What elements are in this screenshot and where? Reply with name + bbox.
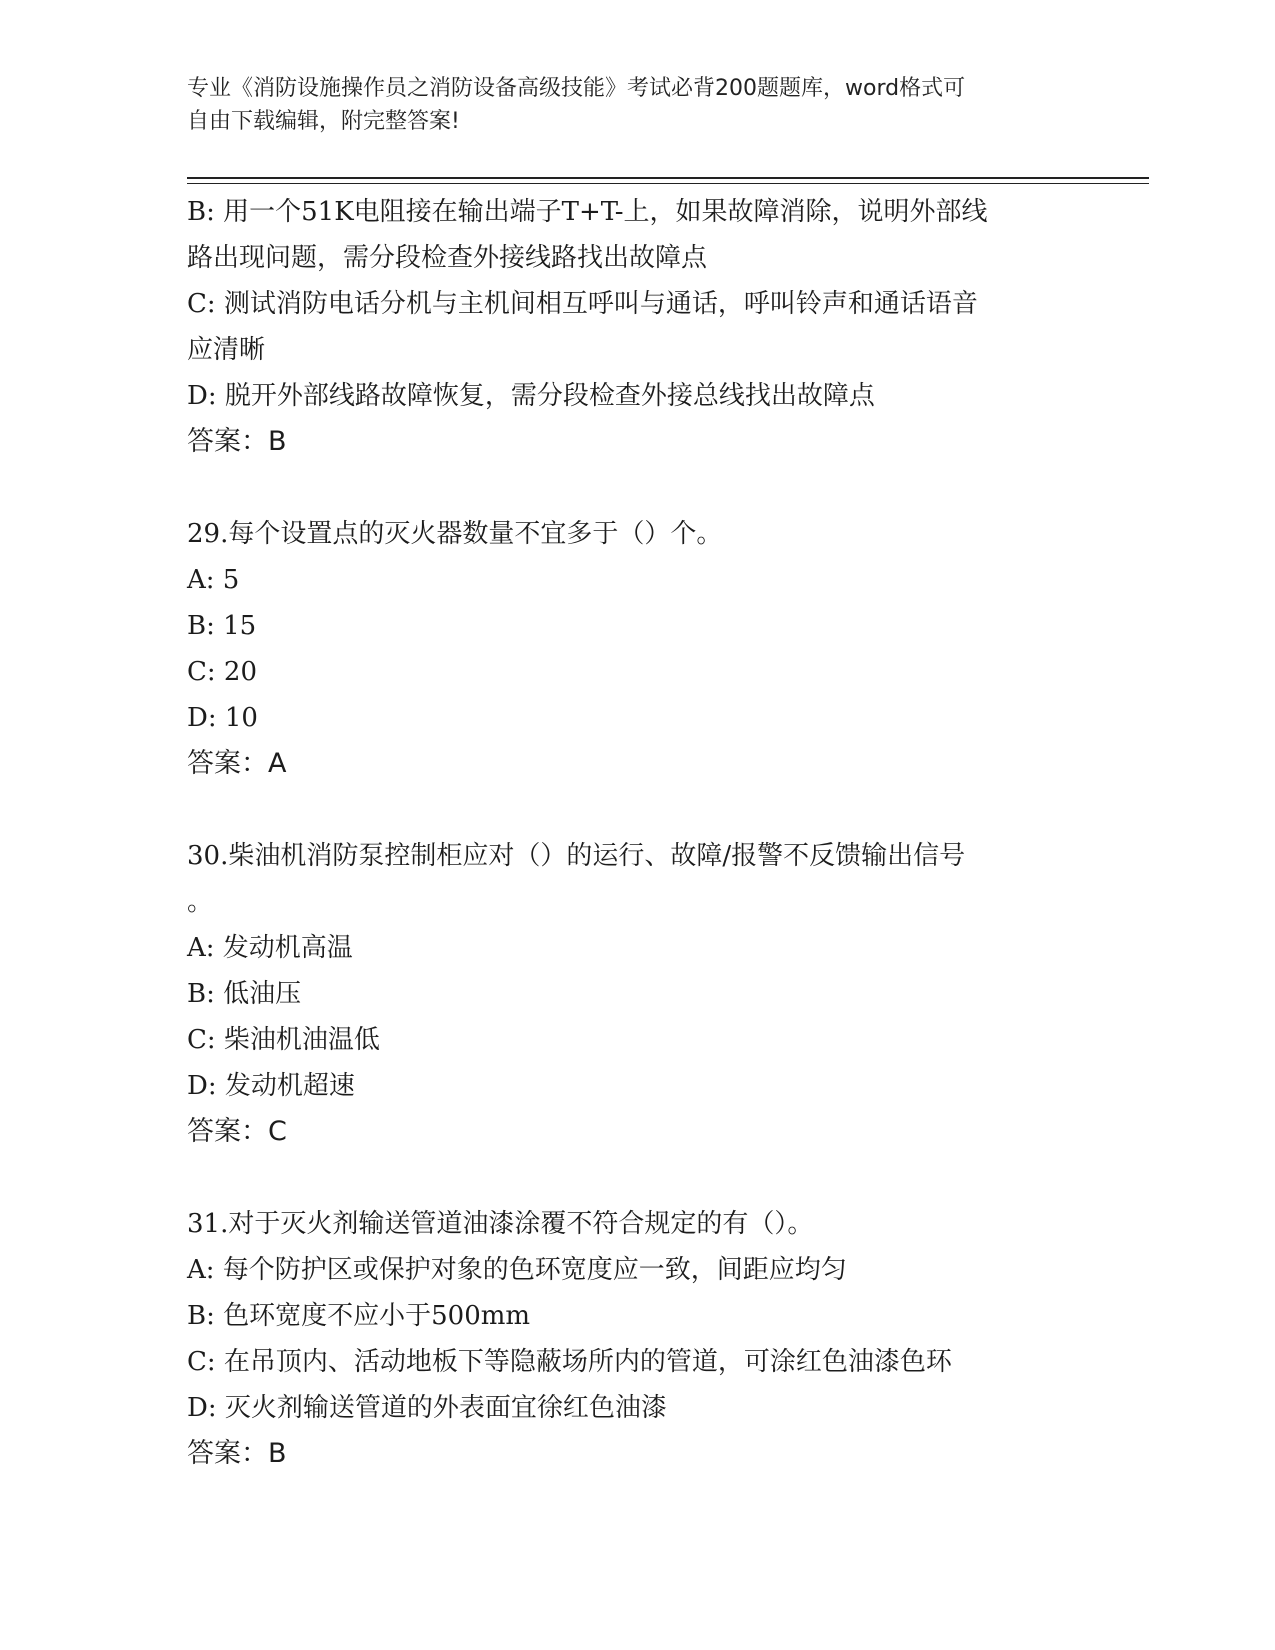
- option-b-line2: 路出现问题，需分段检查外接线路找出故障点: [187, 243, 708, 273]
- option-c: C: 在吊顶内、活动地板下等隐蔽场所内的管道，可涂红色油漆色环: [187, 1347, 952, 1377]
- header-title-line1: 专业《消防设施操作员之消防设备高级技能》考试必背200题题库，word格式可: [187, 76, 966, 101]
- option-a: A: 5: [187, 565, 240, 595]
- header-title-line2: 自由下载编辑，附完整答案!: [187, 109, 460, 134]
- answer-line: 答案：C: [187, 1116, 287, 1147]
- option-a: A: 发动机高温: [187, 933, 353, 963]
- question-text-line2: 。: [187, 887, 214, 917]
- option-b: B: 低油压: [187, 979, 302, 1009]
- answer-line: 答案：B: [187, 426, 287, 457]
- option-b: B: 色环宽度不应小于500mm: [187, 1301, 531, 1331]
- answer-line: 答案：B: [187, 1438, 287, 1469]
- header-rule-thick: [187, 177, 1149, 179]
- document-header: [187, 72, 1087, 138]
- question-text-line1: 30.柴油机消防泵控制柜应对（）的运行、故障/报警不反馈输出信号: [187, 841, 966, 871]
- option-c-line1: C: 测试消防电话分机与主机间相互呼叫与通话，呼叫铃声和通话语音: [187, 289, 978, 319]
- question-block-30: [187, 833, 1087, 1155]
- option-d: D: 脱开外部线路故障恢复，需分段检查外接总线找出故障点: [187, 381, 875, 411]
- answer-line: 答案：A: [187, 748, 287, 779]
- option-d: D: 发动机超速: [187, 1071, 355, 1101]
- spacer: [187, 787, 1087, 833]
- spacer: [187, 1155, 1087, 1201]
- question-block-28: [187, 189, 1087, 465]
- document-body: [187, 189, 1087, 1477]
- question-block-31: [187, 1201, 1087, 1477]
- question-text: 31.对于灭火剂输送管道油漆涂覆不符合规定的有（）。: [187, 1209, 814, 1239]
- question-block-29: [187, 511, 1087, 787]
- option-c: C: 柴油机油温低: [187, 1025, 380, 1055]
- option-c: C: 20: [187, 657, 258, 687]
- option-d: D: 灭火剂输送管道的外表面宜徐红色油漆: [187, 1393, 667, 1423]
- spacer: [187, 465, 1087, 511]
- header-rule-thin: [187, 183, 1149, 184]
- option-b: B: 15: [187, 611, 257, 641]
- question-text: 29.每个设置点的灭火器数量不宜多于（）个。: [187, 519, 723, 549]
- option-d: D: 10: [187, 703, 258, 733]
- option-b-line1: B: 用一个51K电阻接在输出端子T+T-上，如果故障消除，说明外部线: [187, 197, 988, 227]
- option-a: A: 每个防护区或保护对象的色环宽度应一致，间距应均匀: [187, 1255, 847, 1285]
- option-c-line2: 应清晰: [187, 335, 266, 365]
